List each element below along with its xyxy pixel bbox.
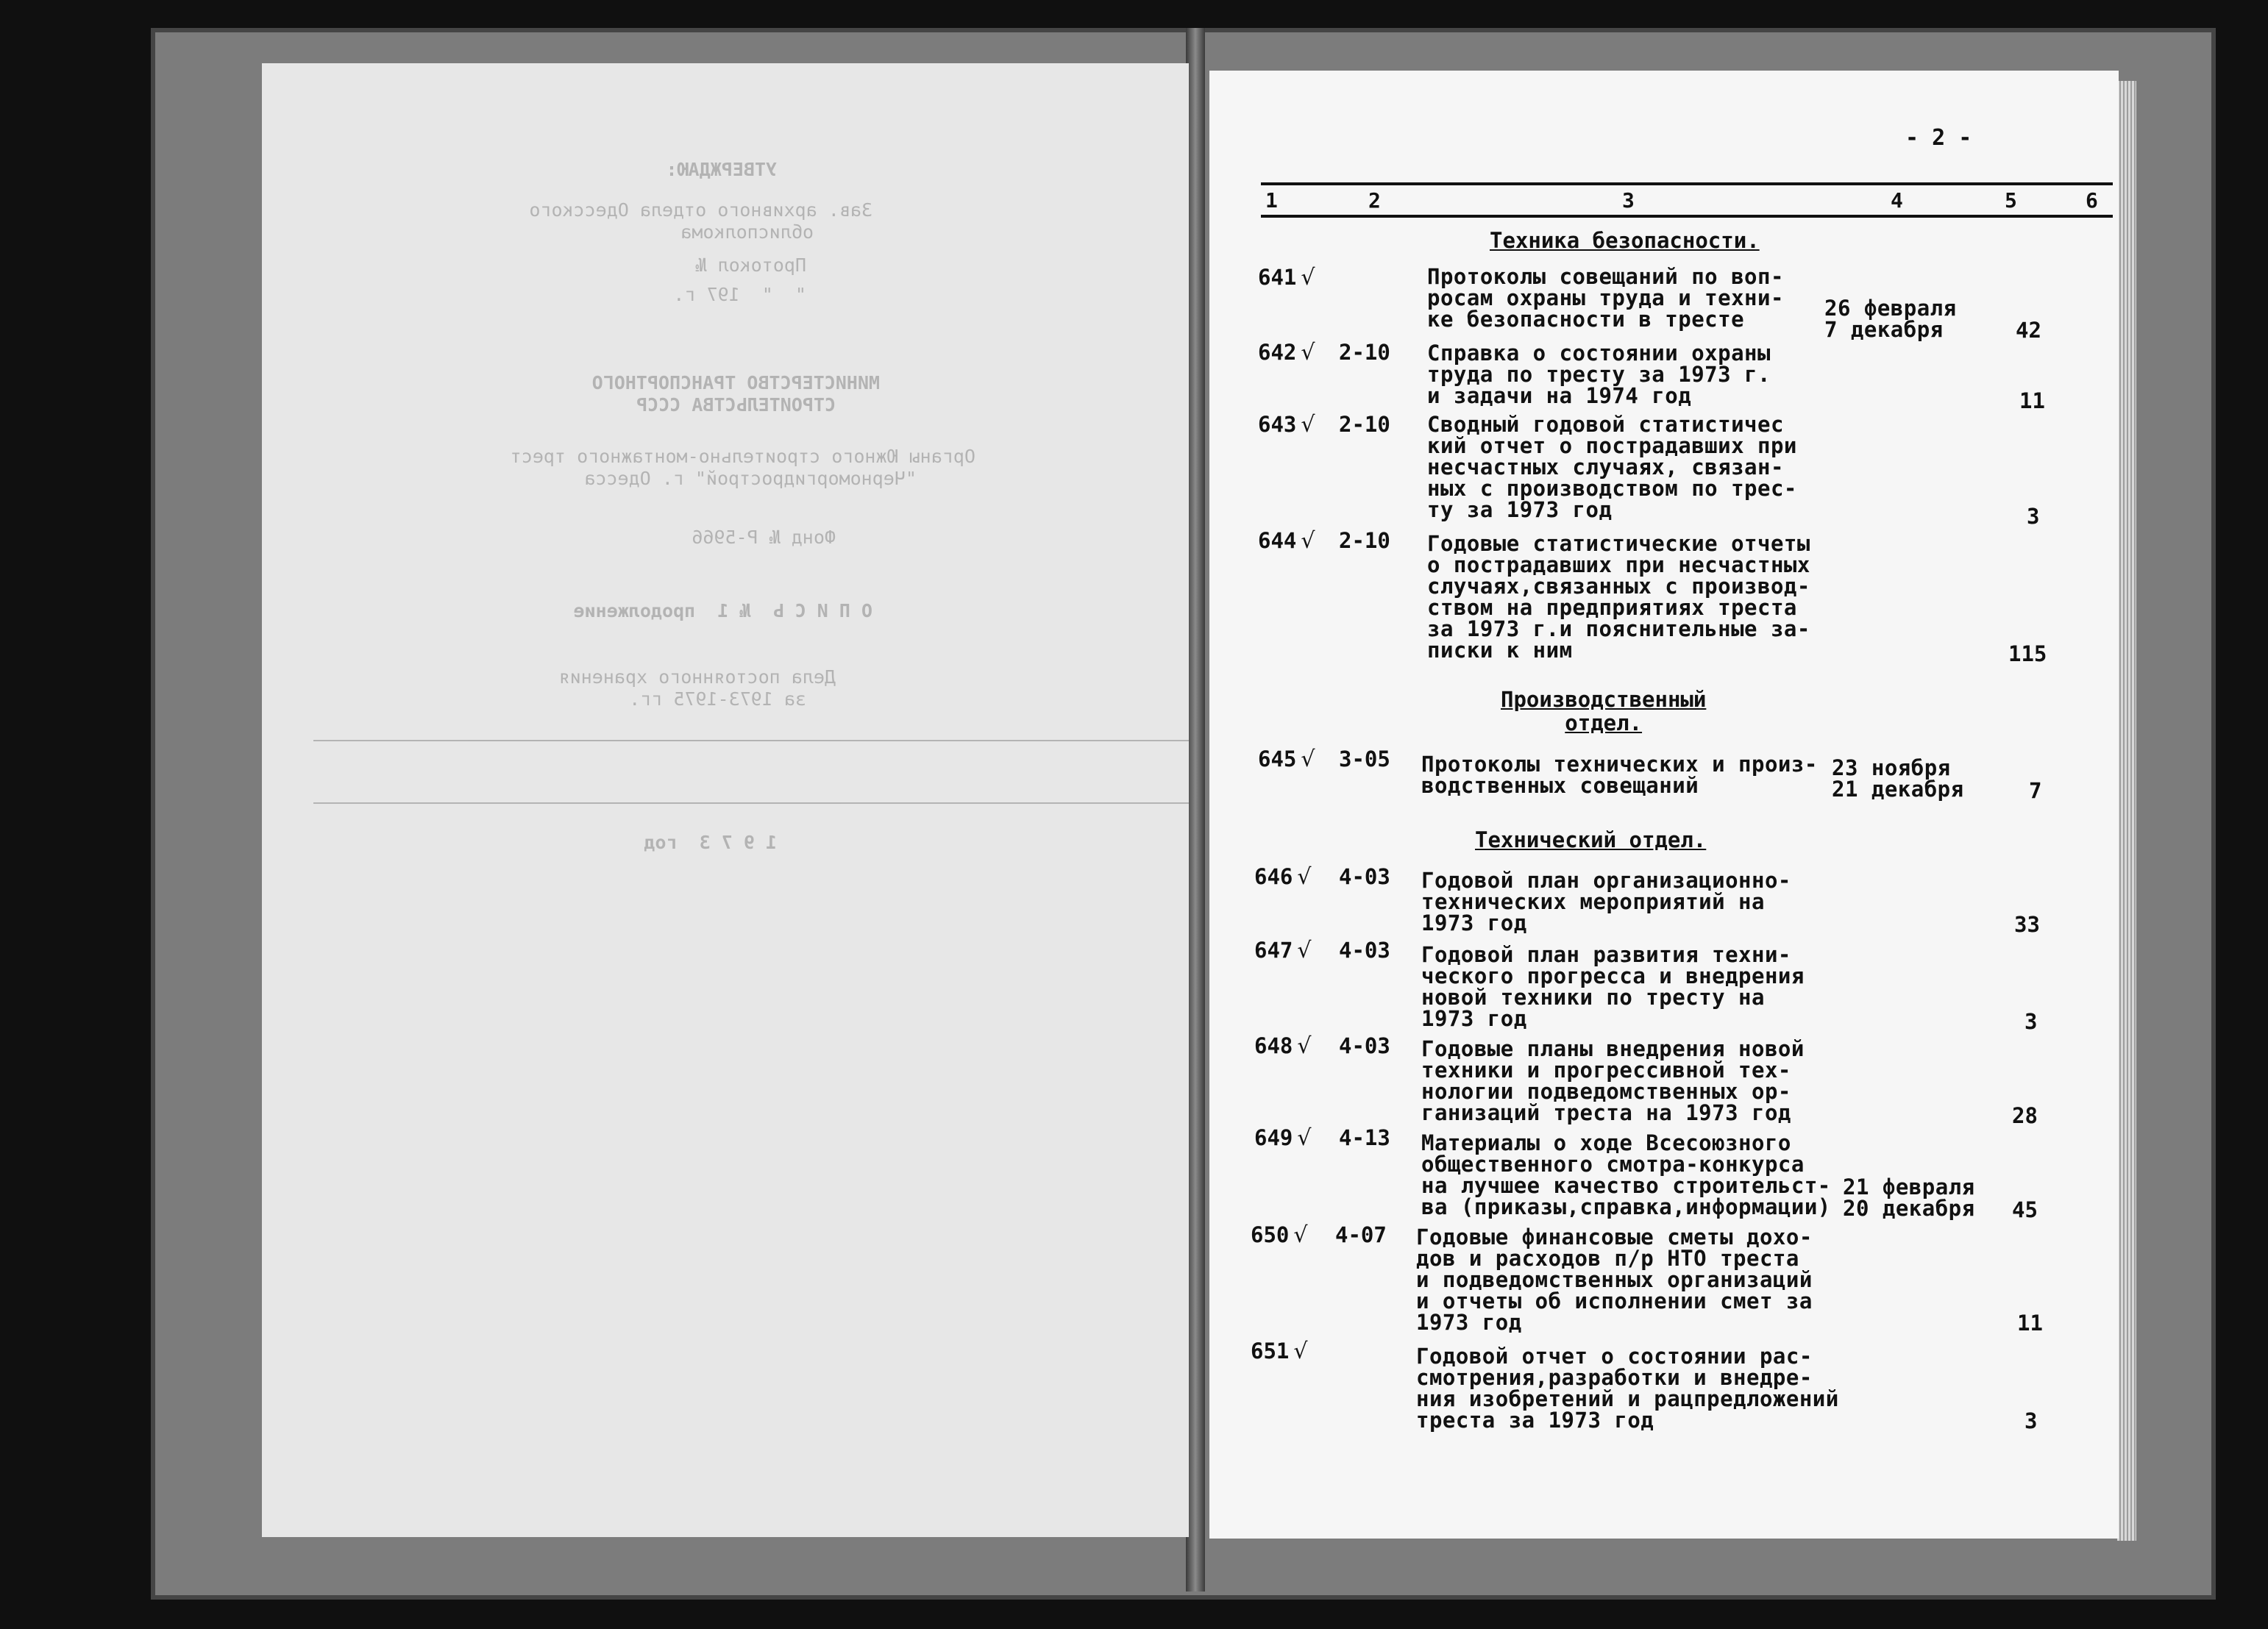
check-mark-icon: √ bbox=[1297, 864, 1312, 890]
entry-number: 643 √ bbox=[1258, 412, 1315, 438]
check-mark-icon: √ bbox=[1293, 1339, 1308, 1364]
entry-index: 4-07 bbox=[1335, 1222, 1387, 1247]
check-mark-icon: √ bbox=[1297, 1125, 1312, 1151]
entry-index: 4-03 bbox=[1339, 1033, 1390, 1058]
entry-index: 4-13 bbox=[1339, 1125, 1390, 1150]
ghost-table-line bbox=[313, 740, 1189, 741]
year-line: 1 9 7 3 год bbox=[644, 832, 777, 853]
entry-index: 3-05 bbox=[1339, 746, 1390, 771]
cases-line-2: за 1973-1975 гг. bbox=[629, 688, 806, 710]
entry-sheets: 3 bbox=[2025, 1408, 2038, 1433]
ministry-line-2: СТРОИТЕЛЬСТВА СССР bbox=[636, 394, 836, 416]
approve-heading: УТВЕРЖДАЮ: bbox=[666, 159, 777, 180]
entry-number: 644 √ bbox=[1258, 528, 1315, 554]
fond-line: Фонд № Р-5966 bbox=[692, 527, 836, 548]
entry-title: Протоколы технических и произ- водственных совещаний bbox=[1421, 752, 1818, 798]
header-rule-bottom bbox=[1261, 215, 2113, 218]
org-line-1: Органы Южного строительно-монтажного трест bbox=[510, 446, 975, 467]
check-mark-icon: √ bbox=[1301, 340, 1315, 366]
entry-title: Годовой отчет о состоянии рас- смотрения,разработки и внедре- ния изобретений и рацпредложений треста за 1973 год bbox=[1416, 1344, 1839, 1433]
check-mark-icon: √ bbox=[1301, 265, 1315, 290]
entry-sheets: 3 bbox=[2025, 1009, 2038, 1034]
entry-number: 647 √ bbox=[1254, 938, 1312, 963]
entry-title: Сводный годовой статистичес кий отчет о пострадавших при несчастных случаях, связан- ных с производством по трес- ту за 1973 год bbox=[1427, 412, 1797, 522]
entry-sheets: 33 bbox=[2014, 912, 2040, 937]
check-mark-icon: √ bbox=[1293, 1222, 1308, 1248]
check-mark-icon: √ bbox=[1301, 412, 1315, 438]
entry-title: Годовые статистические отчеты о пострадавших при несчастных случаях,связанных с производ- ством на предприятиях треста за 1973 г.и пояснительные за- писки к ним bbox=[1427, 531, 1810, 663]
entry-dates: 21 февраля 20 декабря bbox=[1843, 1174, 1975, 1221]
entry-number: 651 √ bbox=[1251, 1339, 1308, 1364]
opis-line: О П И С Ь № 1 продолжение bbox=[573, 600, 872, 621]
header-rule-top bbox=[1261, 182, 2113, 185]
entry-sheets: 115 bbox=[2008, 641, 2047, 666]
entry-number: 641 √ bbox=[1258, 265, 1315, 290]
check-mark-icon: √ bbox=[1297, 938, 1312, 963]
entry-number: 646 √ bbox=[1254, 864, 1312, 890]
entry-index: 2-10 bbox=[1339, 340, 1390, 365]
entry-number: 645 √ bbox=[1258, 746, 1315, 772]
entry-index: 2-10 bbox=[1339, 412, 1390, 437]
section-title-technical: Технический отдел. bbox=[1475, 827, 1707, 852]
entry-index: 4-03 bbox=[1339, 864, 1390, 889]
col-4-header: 4 bbox=[1891, 188, 1903, 213]
entry-title: Годовые финансовые сметы дохо- дов и расходов п/р НТО треста и подведомственных организаций и отчеты об исполнении смет за 1973 год bbox=[1416, 1225, 1813, 1335]
check-mark-icon: √ bbox=[1301, 528, 1315, 554]
entry-title: Протоколы совещаний по воп- росам охраны труда и техни- ке безопасности в тресте bbox=[1427, 264, 1784, 332]
entry-index: 2-10 bbox=[1339, 528, 1390, 553]
approve-line-4: " " 197 г. bbox=[673, 284, 806, 305]
entry-sheets: 28 bbox=[2012, 1103, 2038, 1128]
showthrough-text bbox=[262, 63, 1189, 1537]
section-title-safety: Техника безопасности. bbox=[1490, 228, 1760, 253]
entry-sheets: 7 bbox=[2029, 778, 2042, 803]
entry-sheets: 42 bbox=[2016, 318, 2041, 343]
entry-sheets: 11 bbox=[2017, 1311, 2043, 1336]
col-6-header: 6 bbox=[2086, 188, 2098, 213]
col-3-header: 3 bbox=[1622, 188, 1635, 213]
approve-line-1: Зав. архивного отдела Одесского bbox=[529, 199, 872, 221]
entry-title: Справка о состоянии охраны труда по тресту за 1973 г. и задачи на 1974 год bbox=[1427, 341, 1771, 408]
col-2-header: 2 bbox=[1368, 188, 1381, 213]
entry-sheets: 45 bbox=[2012, 1197, 2038, 1222]
entry-title: Материалы о ходе Всесоюзного общественного смотра-конкурса на лучшее качество строительст- ва (приказы,справка,информации) bbox=[1421, 1130, 1831, 1219]
entry-number: 649 √ bbox=[1254, 1125, 1312, 1151]
entry-sheets: 11 bbox=[2019, 388, 2045, 413]
page-number: - 2 - bbox=[1905, 125, 1972, 151]
entry-dates: 26 февраля 7 декабря bbox=[1824, 296, 1957, 342]
entry-sheets: 3 bbox=[2027, 504, 2040, 529]
col-5-header: 5 bbox=[2005, 188, 2017, 213]
check-mark-icon: √ bbox=[1301, 746, 1315, 772]
entry-index: 4-03 bbox=[1339, 938, 1390, 963]
approve-line-3: Протокол № bbox=[695, 254, 806, 276]
page-stack-edge bbox=[2117, 81, 2136, 1541]
left-page bbox=[262, 63, 1189, 1537]
entry-number: 650 √ bbox=[1251, 1222, 1308, 1248]
entry-number: 642 √ bbox=[1258, 340, 1315, 366]
entry-number: 648 √ bbox=[1254, 1033, 1312, 1059]
entry-title: Годовой план развития техни- ческого прогресса и внедрения новой техники по тресту на 1973 год bbox=[1421, 942, 1805, 1031]
section-title-production: Производственный отдел. bbox=[1501, 687, 1707, 735]
ghost-table-line-2 bbox=[313, 802, 1189, 804]
ministry-line-1: МИНИСТЕРСТВО ТРАНСПОРТНОГО bbox=[591, 372, 880, 393]
cases-line-1: Дела постоянного хранения bbox=[558, 666, 836, 688]
col-1-header: 1 bbox=[1265, 188, 1278, 213]
org-line-2: "Черноморгидрострой" г. Одесса bbox=[584, 468, 917, 489]
entry-title: Годовой план организационно- технических мероприятий на 1973 год bbox=[1421, 868, 1791, 935]
check-mark-icon: √ bbox=[1297, 1033, 1312, 1059]
approve-line-2: облисполкома bbox=[680, 221, 814, 243]
entry-dates: 23 ноября 21 декабря bbox=[1832, 755, 1964, 802]
entry-title: Годовые планы внедрения новой техники и прогрессивной тех- нологии подведомственных ор- ганизаций треста на 1973 год bbox=[1421, 1036, 1805, 1125]
